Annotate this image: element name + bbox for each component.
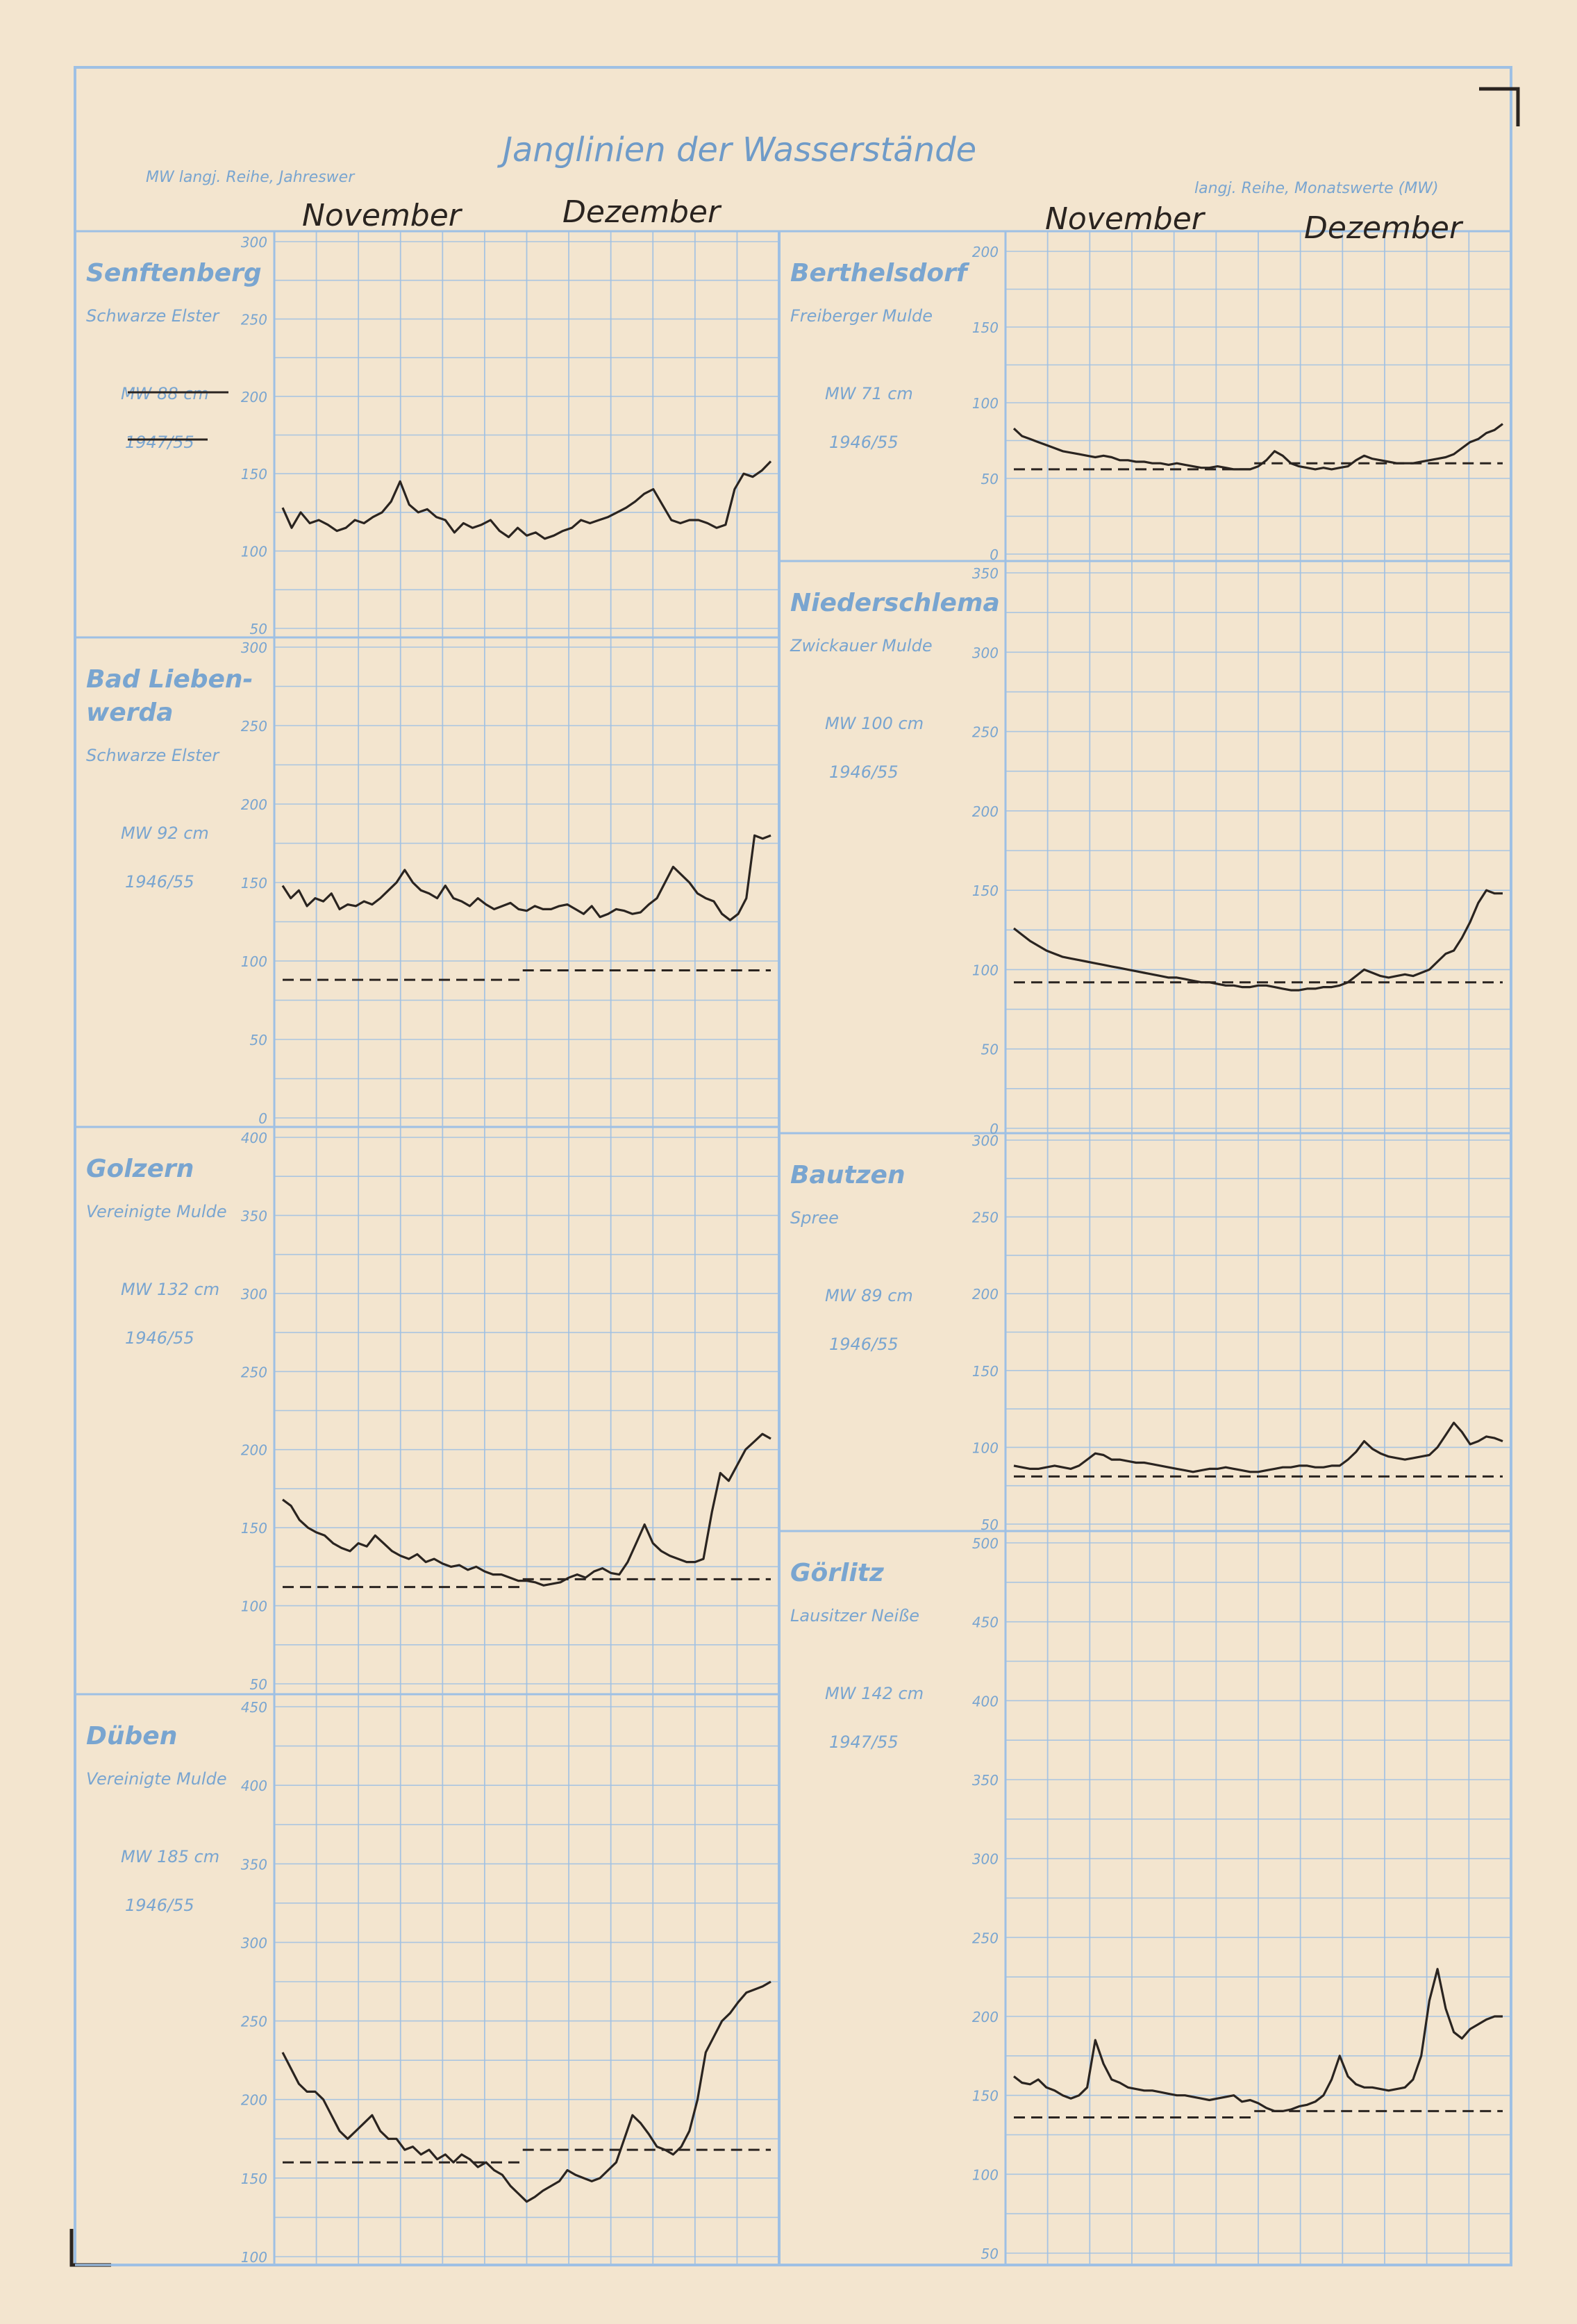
y-tick-label: 300 (240, 639, 267, 656)
y-tick-label: 200 (240, 388, 267, 406)
legend-left: MW langj. Reihe, Jahreswer (146, 169, 355, 186)
y-tick-label: 350 (971, 1772, 999, 1789)
y-tick-label: 150 (240, 466, 267, 483)
y-tick-label: 150 (240, 2170, 267, 2187)
y-tick-label: 450 (240, 1699, 267, 1716)
panel-bautzen (779, 1132, 1511, 1533)
river-name: Schwarze Elster (86, 746, 219, 765)
y-tick-label: 250 (240, 1364, 267, 1381)
y-tick-label: 250 (240, 2013, 267, 2030)
y-tick-label: 150 (240, 875, 267, 892)
y-tick-label: 350 (240, 1207, 267, 1225)
y-tick-label: 200 (971, 244, 999, 260)
station-name-cont: werda (86, 699, 174, 727)
y-tick-label: 500 (971, 1535, 999, 1552)
month-label-nov-right: November (1045, 201, 1204, 237)
y-tick-label: 150 (971, 2087, 999, 2105)
y-tick-label: 400 (971, 1693, 999, 1710)
y-tick-label: 200 (971, 2009, 999, 2025)
y-tick-label: 100 (971, 1439, 999, 1457)
panel-golzern (75, 1127, 779, 1694)
station-name: Golzern (86, 1155, 194, 1183)
river-name: Freiberger Mulde (790, 306, 933, 326)
y-tick-label: 250 (971, 1209, 999, 1226)
y-tick-label: 50 (981, 1516, 999, 1533)
mw-label: MW 88 cm (121, 384, 209, 403)
y-tick-label: 50 (249, 1032, 267, 1048)
y-tick-label: 100 (971, 395, 999, 412)
page-title: Janglinien der Wasserstände (502, 131, 977, 169)
mw-label: MW 71 cm (825, 384, 913, 403)
station-name: Görlitz (790, 1559, 884, 1587)
y-tick-label: 50 (981, 471, 999, 487)
y-tick-label: 0 (990, 1121, 999, 1137)
panel-berthelsdorf (779, 231, 1511, 563)
panel-senftenberg (75, 231, 779, 637)
period-label: 1946/55 (829, 1335, 899, 1354)
panel-niederschlema (779, 561, 1511, 1137)
river-name: Vereinigte Mulde (86, 1769, 227, 1789)
mw-label: MW 100 cm (825, 714, 924, 733)
period-label: 1947/55 (829, 1732, 899, 1752)
y-tick-label: 50 (249, 621, 267, 637)
y-tick-label: 300 (971, 1132, 999, 1149)
river-name: Zwickauer Mulde (790, 636, 933, 655)
y-tick-label: 250 (240, 311, 267, 328)
y-tick-label: 200 (971, 1286, 999, 1303)
y-tick-label: 300 (971, 1850, 999, 1868)
y-tick-label: 250 (971, 1930, 999, 1947)
period-label: 1946/55 (125, 1328, 194, 1348)
month-label-nov-left: November (302, 198, 461, 233)
y-tick-label: 50 (249, 1676, 267, 1693)
y-tick-label: 350 (240, 1856, 267, 1873)
y-tick-label: 350 (971, 565, 999, 582)
river-name: Schwarze Elster (86, 306, 219, 326)
y-tick-label: 250 (240, 718, 267, 735)
station-name: Niederschlema (790, 589, 1000, 617)
y-tick-label: 150 (971, 319, 999, 336)
panel-düben (75, 1694, 779, 2266)
panel-görlitz (779, 1531, 1511, 2265)
y-tick-label: 50 (981, 1041, 999, 1058)
period-label: 1946/55 (125, 1896, 194, 1915)
y-tick-label: 200 (240, 2091, 267, 2109)
station-name: Bad Lieben- (86, 665, 253, 694)
mw-label: MW 89 cm (825, 1286, 913, 1305)
station-name: Senftenberg (86, 259, 262, 287)
station-name: Berthelsdorf (790, 259, 967, 287)
month-label-dec-right: Dezember (1304, 210, 1462, 246)
period-label: 1946/55 (829, 762, 899, 782)
month-label-dec-left: Dezember (562, 194, 721, 230)
y-tick-label: 100 (240, 1598, 267, 1615)
period-label: 1946/55 (829, 433, 899, 452)
y-tick-label: 100 (971, 2166, 999, 2184)
y-tick-label: 200 (971, 803, 999, 820)
period-label: 1947/55 (125, 433, 194, 452)
y-tick-label: 50 (981, 2246, 999, 2262)
river-name: Vereinigte Mulde (86, 1202, 227, 1221)
y-tick-label: 0 (990, 546, 999, 563)
mw-label: MW 185 cm (121, 1847, 220, 1866)
y-tick-label: 150 (971, 883, 999, 900)
y-tick-label: 200 (240, 1441, 267, 1459)
y-tick-label: 100 (971, 962, 999, 979)
y-tick-label: 150 (240, 1520, 267, 1537)
y-tick-label: 300 (240, 234, 267, 251)
y-tick-label: 100 (240, 2249, 267, 2266)
mw-label: MW 132 cm (121, 1280, 220, 1299)
river-name: Lausitzer Neiße (790, 1606, 919, 1625)
panel-bad-lieben- (75, 637, 779, 1127)
legend-right: langj. Reihe, Monatswerte (MW) (1194, 180, 1439, 197)
y-tick-label: 300 (240, 1934, 267, 1952)
y-tick-label: 200 (240, 796, 267, 813)
mw-label: MW 142 cm (825, 1684, 924, 1703)
y-tick-label: 0 (258, 1110, 267, 1127)
y-tick-label: 400 (240, 1778, 267, 1795)
y-tick-label: 100 (240, 543, 267, 560)
y-tick-label: 450 (971, 1614, 999, 1631)
y-tick-label: 300 (971, 644, 999, 662)
station-name: Bautzen (790, 1161, 906, 1189)
y-tick-label: 400 (240, 1130, 267, 1146)
y-tick-label: 100 (240, 953, 267, 970)
station-name: Düben (86, 1722, 178, 1750)
y-tick-label: 250 (971, 724, 999, 741)
river-name: Spree (790, 1208, 839, 1228)
y-tick-label: 150 (971, 1362, 999, 1380)
period-label: 1946/55 (125, 872, 194, 892)
corner-mark-bl (72, 2229, 111, 2265)
mw-label: MW 92 cm (121, 824, 209, 843)
y-tick-label: 300 (240, 1285, 267, 1303)
